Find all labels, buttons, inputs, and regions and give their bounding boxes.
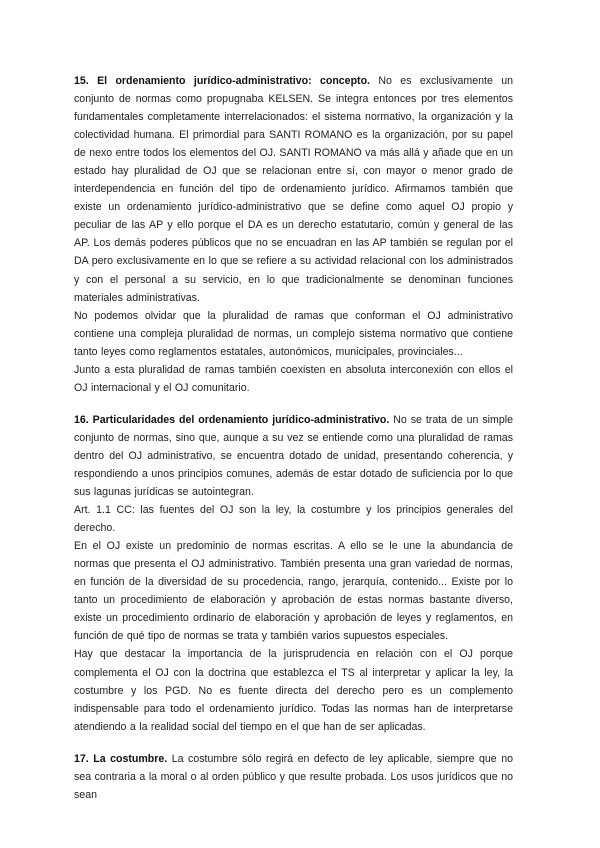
paragraph: En el OJ existe un predominio de normas escritas. A ello se le une la abundancia de normas que presenta el OJ administrativo. También presenta una gran variedad de normas, en función de la diversidad de su procedencia, rango, jerarquía, contenido... Existe por lo tanto un procedimiento de elaboración y aprobación de estas normas bastante diverso, existe un procedimiento ordinario de elaboración y aprobación de leyes y reglamentos, en función de qué tipo de normas se trata y también varios supuestos especiales. (74, 540, 513, 643)
section-16 (74, 411, 513, 736)
paragraph: No podemos olvidar que la pluralidad de ramas que conforman el OJ administrativo contiene una compleja pluralidad de normas, un complejo sistema normativo que contiene tanto leyes como reglamentos estatales, autonómicos, municipales, provinciales... (74, 309, 513, 358)
section-17 (74, 750, 513, 804)
paragraph-text: No es exclusivamente un conjunto de normas como propugnaba KELSEN. Se integra entonces por tres elementos fundamentales completamente interrelacionados: el sistema normativo, la organización y la colectividad humana. El primordial para SANTI ROMANO es la organización, por su papel de nexo entre todos los elementos del OJ. SANTI ROMANO va más allá y añade que en un estado hay pluralidad de OJ que se relacionan entre sí, con mayor o menor grado de interdependencia en función del tipo de ordenamiento jurídico. Afirmamos también que existe un ordenamiento jurídico-administrativo que se define como aquel OJ propio y peculiar de las AP y ello porque el DA es un derecho estatutario, común y general de las AP. Los demás poderes públicos que no se encuadran en las AP también se regulan por el DA pero exclusivamente en lo que se refiere a su actividad relacional con los administrados y con el personal a su servicio, en lo que tradicionalmente se denominan funciones materiales administrativas. (74, 75, 513, 304)
section-heading: 15. El ordenamiento jurídico-administrativo: concepto. (74, 75, 370, 87)
paragraph (74, 411, 513, 501)
paragraph: Hay que destacar la importancia de la jurisprudencia en relación con el OJ porque complementa el OJ con la doctrina que establezca el TS al interpretar y aplicar la ley, la costumbre y los PGD. No es fuente directa del derecho pero es un complemento indispensable para todo el ordenamiento jurídico. Todas las normas han de interpretarse atendiendo a la realidad social del tiempo en el que han de ser aplicadas. (74, 648, 513, 733)
paragraph: Art. 1.1 CC: las fuentes del OJ son la ley, la costumbre y los principios generales del derecho. (74, 504, 513, 535)
section-heading: 16. Particularidades del ordenamiento jurídico-administrativo. (74, 413, 390, 426)
paragraph-text: La costumbre sólo regirá en defecto de ley aplicable, siempre que no sea contraria a la moral o al orden público y que resulte probada. Los usos jurídicos que no sean (74, 752, 513, 801)
paragraph-text: No se trata de un simple conjunto de normas, sino que, aunque a su vez se entiende como una pluralidad de ramas dentro del OJ administrativo, se encuentra dotado de unidad, presentando coherencia, y respondiendo a unos principios comunes, además de estar dotado de suficiencia por lo que sus lagunas jurídicas se autointegran. (74, 413, 513, 499)
paragraph: Junto a esta pluralidad de ramas también coexisten en absoluta interconexión con ellos el OJ internacional y el OJ comunitario. (74, 363, 513, 394)
paragraph (74, 72, 513, 307)
paragraph (74, 750, 513, 804)
section-15 (74, 72, 513, 397)
section-heading: 17. La costumbre. (74, 752, 168, 765)
